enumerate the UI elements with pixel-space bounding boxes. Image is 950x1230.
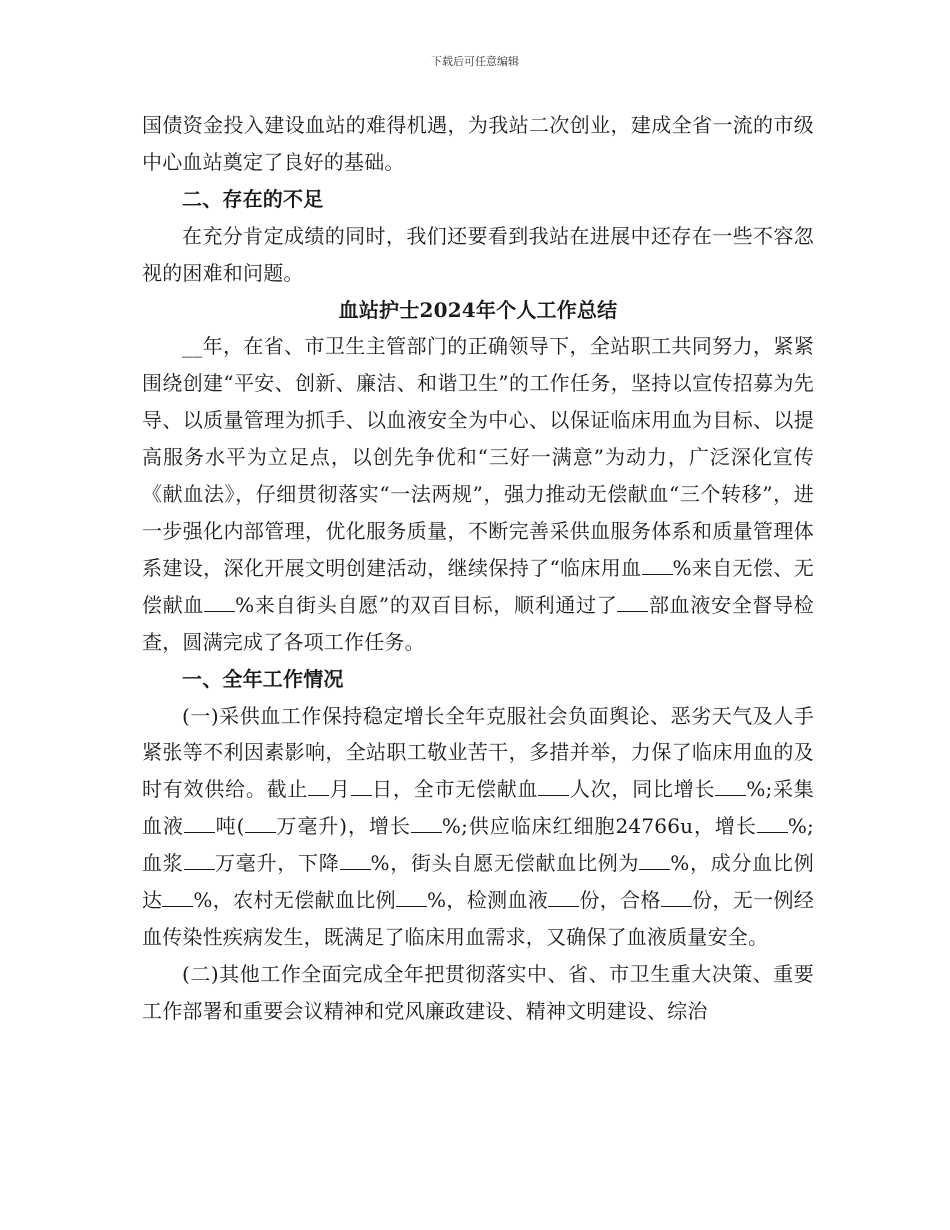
paragraph-blood-supply: (一)采供血工作保持稳定增长全年克服社会负面舆论、恶劣天气及人手紧张等不利因素影响，全站职工敬业苦干，多措并举，力保了临床用血的及时有效供给。截止 月 日，全市无偿献血 人次，同比增长 %;采集血液 吨( 万毫升)，增长 %;供应临床红细胞24766u，增长 %;血浆 万毫升，下降 %，街头自愿无偿献血比例为 %，成分血比例达 %，农村无偿献血比例 %，检测血液 份，合格 份，无一例经血传染性疾病发生，既满足了临床用血需求，又确保了血液质量安全。 — [142, 703, 815, 949]
blank-underline — [204, 590, 235, 612]
blank-underline — [617, 590, 648, 612]
blank-underline — [661, 885, 692, 907]
blank-underline — [548, 885, 579, 907]
blank-underline — [715, 774, 746, 796]
blank-underline — [411, 811, 442, 833]
document-body — [142, 107, 814, 1030]
blank-underline — [538, 774, 569, 796]
blank-underline — [757, 811, 788, 833]
paragraph-intro: __年，在省、市卫生主管部门的正确领导下，全站职工共同努力，紧紧围绕创建“平安、创新、廉洁、和谐卫生”的工作任务，坚持以宣传招募为先导、以质量管理为抓手、以血液安全为中心、以保证临床用血为目标、以提高服务水平为立足点，以创先争优和“三好一满意”为动力，广泛深化宣传《献血法》，仔细贯彻落实“一法两规”，强力推动无偿献血“三个转移”，进一步强化内部管理，优化服务质量，不断完善采供血服务体系和质量管理体系建设，深化开展文明创建活动，继续保持了“临床用血 %来自无偿、无偿献血 %来自街头自愿”的双百目标，顺利通过了 部血液安全督导检查，圆满完成了各项工作任务。 — [142, 334, 814, 654]
blank-underline — [642, 553, 673, 575]
section-heading-annual-work: 一、全年工作情况 — [182, 666, 344, 691]
paragraph-continuation: 国债资金投入建设血站的难得机遇，为我站二次创业，建成全省一流的市级中心血站奠定了良好的基础。 — [142, 113, 814, 174]
document-title: 血站护士2024年个人工作总结 — [338, 297, 618, 322]
blank-underline — [396, 885, 427, 907]
blank-underline — [184, 848, 215, 870]
blank-underline — [184, 811, 215, 833]
paragraph-other-work: (二)其他工作全面完成全年把贯彻落实中、省、市卫生重大决策、重要工作部署和重要会议精神和党风廉政建设、精神文明建设、综治 — [142, 961, 814, 1023]
blank-underline — [351, 774, 372, 796]
blank-underline — [308, 774, 329, 796]
blank-underline — [245, 811, 276, 833]
blank-underline — [639, 848, 670, 870]
page-header: 下载后可任意编辑 — [431, 55, 519, 68]
paragraph-shortcomings: 在充分肯定成绩的同时，我们还要看到我站在进展中还存在一些不容忽视的困难和问题。 — [142, 223, 814, 285]
section-heading-shortcomings: 二、存在的不足 — [182, 186, 324, 211]
blank-underline — [162, 885, 193, 907]
blank-underline — [340, 848, 371, 870]
